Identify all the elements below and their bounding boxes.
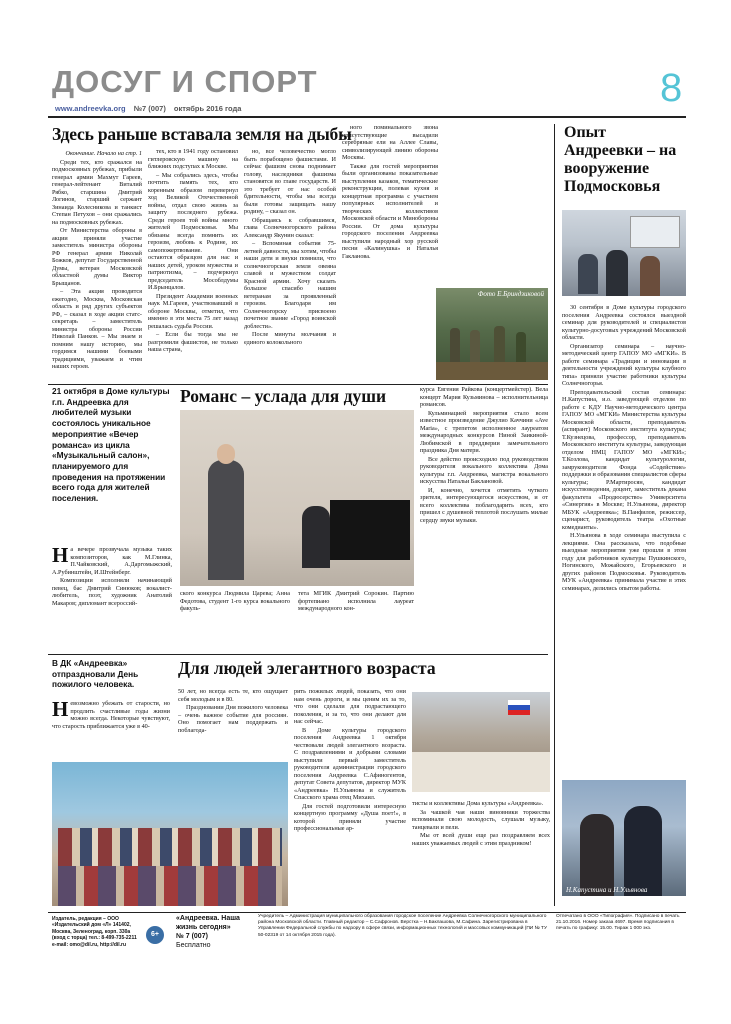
paragraph: 50 лет, но всегда есть те, кто ощущает себя молодым и в 80.: [178, 688, 288, 703]
article3-col-mid: [180, 590, 290, 650]
footer-founder: Учредитель – Администрация муниципального образования городское поселение Андреевка Солнечногорского муниципального района Московской области. Главный редактор – С.Сафронов. Верстка – Н.Баклашова, М.Сафина. Зарегистрирована в Управлении Федеральной службы по надзору в сфере связи, информационных технологий и массовых коммуникаций (ПИ № ТУ 50-02319 от 14 октября 2015 года).: [258, 914, 547, 938]
photo-pianist: [302, 506, 330, 568]
article2-body: [562, 304, 686, 780]
paragraph: – Вспоминая события 75-летней давности, мы хотим, чтобы наши дети и внуки помнили, что солнечногорская земля овеяна славой и мужеством солдат Красной армии. Хочу сказать большое спасибо нашим ветеранам за проявленный героизм. Благодаря им Солнечногорску присвоено почетное звание «Город воинской доблести».: [244, 240, 336, 330]
paragraph: – Если бы тогда мы не разгромили фашистов, не только наша страна,: [148, 331, 238, 353]
article4-body: [52, 700, 170, 756]
photo-figure: [450, 328, 460, 362]
issue-date: октябрь 2016 года: [173, 104, 242, 113]
footer-free: Бесплатно: [176, 942, 211, 949]
right-column-divider: [554, 124, 555, 906]
paragraph: Кульминацией мероприятия стало всем известное произведение Джулио Каччини «Ave Maria», с трепетом исполненное лауреатом международных конкурсов Ниной Заикиной-Любимской в преддверии замечательного праздника Дня матери.: [420, 409, 548, 454]
footer-issue: № 7 (007): [176, 933, 208, 940]
photo-people-front: [58, 866, 282, 906]
article1-col2: [148, 148, 238, 382]
article1-col4: [342, 124, 438, 292]
photo-person: [640, 256, 660, 296]
photo-ground: [436, 362, 548, 380]
paragraph: 30 сентября в Доме культуры городского поселения Андреевка состоялся выездной семинар для руководителей и специалистов культурно-досуговых учреждений Московской области.: [562, 304, 686, 341]
article1-col3: [244, 148, 336, 382]
photo-people-row: [58, 828, 282, 868]
banquet-photo: [412, 692, 550, 792]
seminar-photo: [562, 210, 686, 296]
article3-body: [52, 546, 172, 650]
paragraph: Среди тех, кто сражался на подмосковных рубежах, прибыли генерал армии Махмут Гареев, генерал-лейтенант Виталий Рябко, старшина Дмитрий Логинов, старший сержант Зинаида Колесникова и танкист Степан Петухов – они сражались на подмосковных рубежах.: [52, 158, 142, 226]
footer-newspaper: [176, 914, 254, 950]
paragraph: но, все человечество могло быть порабощено фашистами. И сейчас фашизм снова поднимает голову, наследники фашизма становятся во главе государств. И это требует от нас особой бдительности, чтобы мы всегда были готовы защищать нашу родину, – сказал он.: [244, 148, 336, 215]
paragraph: курса Евгения Райкова (концертмейстер). Вела концерт Мария Кузьминова – исполнительница романсов.: [420, 386, 548, 408]
photo-tables: [412, 752, 550, 792]
newspaper-name: «Андреевка. Наша жизнь сегодня»: [176, 915, 240, 931]
paragraph: Композиции исполняли начинающий певец, бас Дмитрий Синюков; вокалист-любитель, поэт, художник Анатолий Макаров; дипломант всероссий-: [52, 577, 172, 607]
paragraph: рить пожилых людей, показать, что они нам очень дороги, и мы ценим их за то, что они сделали для подрастающего поколения, и за то, что они делают для нас сейчас.: [294, 688, 406, 725]
header-rule: [48, 116, 686, 118]
photo-singer: [208, 460, 244, 580]
article4-lead: В ДК «Андреевка» отпраздновали День пожилого человека.: [52, 658, 139, 689]
page-number: 8: [660, 66, 683, 110]
photo-figure: [470, 330, 480, 362]
paragraph: – Эта акция проводится ежегодно, Москва, Московская область и ряд других субъектов РФ, – сказал в ходе акции статс-секретарь – заместитель министра обороны России Николай Панков. – Мы знаем и помним нашу историю, мы гордимся нашими боевыми традициями, уважаем и чтим наших героев.: [52, 288, 142, 370]
article4-title: Для людей элегантного возраста: [178, 658, 436, 678]
paragraph: [52, 546, 172, 576]
issue-number: №7 (007): [133, 104, 166, 113]
paragraph: Организатор семинара – научно-методический центр ГАПОУ МО «МГКИ». В работе семинара «Традиции и инновации в деятельности учреждений культуры клубного типа» приняли участие работники культуры Солнечногорья.: [562, 342, 686, 387]
article1-title: Здесь раньше вставала земля на дыбы: [52, 124, 352, 144]
photo-figure: [516, 332, 526, 362]
paragraph: [52, 700, 170, 730]
screen: [630, 216, 680, 248]
footer-publisher: Издатель, редакция – ООО «Издательский дом «Л» 141402, Москва, Зеленоград, корп. 330а (вход с торца) тел.: 8-499-735-2211 e-mail: omo@dil.ru, http://dil.ru: [52, 916, 137, 948]
paragraph: тисты и коллективы Дома культуры «Андреевка».: [412, 800, 544, 807]
article1-col1: [52, 150, 142, 382]
reenactment-photo: [436, 288, 548, 380]
photo-singer-head: [217, 444, 235, 464]
divider: [48, 384, 548, 385]
group-photo: [52, 762, 288, 906]
paragraph: Н.Ульянова в ходе семинара выступила с лекциями. Она рассказала, что подобные выездные мероприятия уже прошли в этом году для работников культуры Пушкинского, Ногинского, Можайского, Егорьевского и других районов Подмосковья. Руководитель МУК «Андреевка» принимала участие в этих семинарах, делились опытом работы.: [562, 532, 686, 592]
paragraph: – Мы собрались здесь, чтобы почтить память тех, кто коренным образом перевернул ход Великой Отечественной войны, отдал свою жизнь за защиту последнего рубежа. Среди героев той войны много жителей Подмосковья. Мы обязаны всегда помнить их героизм, любовь к Родине, их самопожертвование. Они остаются образцом для нас и наших детей, уроком мужества и патриотизма, – подчеркнул председатель Мособлдумы И.Брынцалов.: [148, 171, 238, 291]
article2-title: Опыт Андреевки – на вооружение Подмосковья: [564, 124, 677, 195]
dropcap: Н: [52, 700, 69, 721]
paragraph: Президент Академии военных наук М.Гареев, участвовавший в обороне Москвы, отметил, что именно в эти места 75 лет назад решалась судьба России.: [148, 292, 238, 330]
paragraph: Преподавательский состав семинара: Н.Капустина, и.о. заведующей отделом по работе с КДУ Научно-методического центра ГАПОУ МО «МГКИ» Министерства культуры Московской области, преподаватель (аспирант) Московского института культуры; Т.Кузнецова, профессор, преподаватель Московского института культуры, заведующая отделом НМЦ ГАПОУ МО «МГКИ»; Т.Козлова, кандидат культурологии, замруководителя Фонда «Содействие» поддержки и образования специалистов сферы культуры; Р.Мартиросян, кандидат искусствоведения, доцент, заместитель декана факультета «Продюсерство» Университета «Синергия» в Москве; Н.Ульянова, директор МБУК «Андреевка»; В.Панфилов, режиссер, сценарист, руководитель театра «Охотные комедианты».: [562, 388, 686, 531]
photo-piano: [330, 500, 410, 560]
photo-person: [580, 814, 614, 896]
paragraph: В Доме культуры городского поселения Андреевка 1 октября чествовали людей элегантного возраста. С поздравлениями и добрыми словами выступили первый заместитель руководителя администрации городского поселения Андреевка С.Афиногентов, депутат Совета депутатов, директор МУК «Андреевка» Н.Ульянова и служитель Спасского храма отец Михаил.: [294, 726, 406, 801]
photo-person: [578, 254, 598, 294]
photo-credit: Фото Е.Бриндзиковой: [477, 290, 544, 298]
footer-rule: [48, 912, 686, 913]
paragraph: После минуты молчания и единого колокольного: [244, 331, 336, 346]
divider: [48, 654, 548, 655]
concert-photo: [180, 410, 414, 586]
paragraph: От Министерства обороны в акции приняли участие заместитель министра обороны РФ генерал армии Николай Божков, депутат Государственной Думы, ветеран Московской областной думы Виктор Брыщанов.: [52, 227, 142, 287]
paragraph: ного поминального звона присутствующие высадили серебряные ели на Аллее Славы, символизирующей линию обороны Москвы.: [342, 124, 438, 161]
article3-lead: 21 октября в Доме культуры г.п. Андреевка для любителей музыки состоялось уникальное мероприятие «Вечер романса» из цикла «Музыкальный салон», планируемого для проведения на протяжении всего года для жителей поселения.: [52, 386, 170, 504]
age-badge: 6+: [146, 926, 164, 944]
photo-figure: [494, 326, 505, 362]
paragraph: Мы от всей души еще раз поздравляем всех наших уважаемых людей с этим праздником!: [412, 832, 550, 847]
photo-person: [624, 806, 662, 896]
article3-title: Романс – услада для души: [180, 386, 387, 406]
header-info: [55, 104, 241, 113]
paragraph: За чашкой чая наши виновники торжества вспоминали свою молодость, слушали музыку, танцевали и пели.: [412, 808, 550, 831]
footer-printing: Отпечатано в ООО «Типография». Подписано в печать 21.10.2016. Номер заказа 4697. Время подписания в печать по графику: 15.00. Тираж 1 000 экз.: [556, 914, 680, 932]
photo-flag: [508, 710, 530, 715]
paragraph: Для гостей подготовили интересную концертную программу «Душа поет!», в которой приняли участие профессиональные ар-: [294, 802, 406, 832]
dropcap: Н: [52, 546, 69, 567]
paragraph: тета МГИК Дмитрий Сорокин. Партию фортепиано исполнила лауреат международного кон-: [298, 590, 414, 612]
article1-continued: Окончание. Начало на стр. 1: [65, 150, 142, 157]
paragraph-text: а вечере прозвучала музыка таких композиторов, как М.Глинка, П.Чайковский, А.Даргомыжский, А.Рубинштейн, И.Штейнберг.: [52, 546, 172, 576]
paragraph: Обращаясь к собравшимся, глава Солнечногорского района Александр Якунин сказал:: [244, 216, 336, 239]
paragraph: Праздновании Дня пожилого человека – очень важное событие для россиян. Оно помогает нам поддержать и поблагода-: [178, 704, 288, 734]
paragraph: Также для гостей мероприятия были организованы показательные выступления казаков, тематические реконструкции, полевая кухня и концертная программа с участием популярных исполнителей и творческих коллективов Московской области и Минобороны России. От дома культуры городского поселения Андреевка выступили народный хор русской песни «Калинушка» и Наталья Гакланова.: [342, 162, 438, 260]
article4-col1: [178, 688, 288, 758]
section-title: ДОСУГ И СПОРТ: [52, 64, 318, 99]
paragraph: Все действо происходило под руководством руководителя вокального коллектива Дома культуры г.п. Андреевка, магистра вокального искусства Натальи Баклановой.: [420, 455, 548, 485]
paragraph-text: евозможно убежать от старости, но продлить счастливые годы жизни можно всегда. Некоторые чувствуют, что старость приближается уже в 40-: [52, 700, 170, 730]
paragraph: ского конкурса Людмила Царева; Анна Федотова, студент 1-го курса вокального факуль-: [180, 590, 290, 612]
portrait-photo: [562, 780, 686, 896]
paragraph: И, конечно, хочется отметить чуткого зрителя, интересующегося искусством, и от всего коллектива поблагодарить всех, кто пришел с душевной теплотой послушать милые сердцу звуки музыки.: [420, 486, 548, 524]
photo-person: [606, 250, 628, 296]
portrait-caption: Н.Капустина и Н.Ульянова: [566, 886, 648, 894]
article3-col-right: [420, 386, 548, 648]
article4-col3: [412, 800, 550, 906]
article4-col2: [294, 688, 406, 906]
paragraph: тех, кто в 1941 году остановил гитлеровскую машину на ближних подступах к Москве.: [148, 148, 238, 170]
website[interactable]: www.andreevka.org: [55, 104, 126, 113]
article3-col-mid2: [298, 590, 414, 650]
